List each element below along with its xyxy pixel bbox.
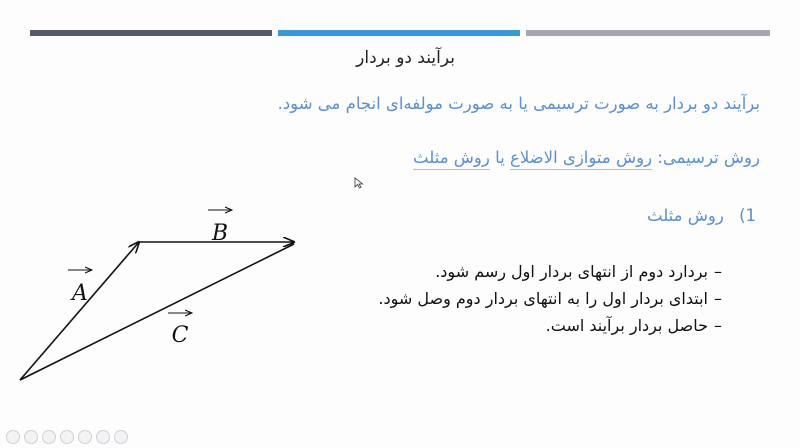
vector-a-letter: A — [72, 281, 88, 306]
progress-bar-segment-2 — [278, 30, 520, 36]
progress-bar-segment-3 — [526, 30, 770, 36]
rule-dash: – — [714, 316, 722, 335]
rules-list — [378, 258, 722, 339]
method-option-parallelogram: روش متوازی الاضلاع — [509, 148, 653, 167]
play-icon[interactable] — [24, 430, 38, 444]
more-icon[interactable] — [114, 430, 128, 444]
vector-c-letter: C — [171, 323, 189, 348]
grid-icon[interactable] — [78, 430, 92, 444]
rule-text: ابتدای بردار اول را به انتهای بردار دوم وصل شود. — [378, 289, 708, 308]
next-icon[interactable] — [42, 430, 56, 444]
previous-icon[interactable] — [6, 430, 20, 444]
rule-item — [378, 258, 722, 285]
slide-title: برآیند دو بردار — [356, 48, 455, 68]
rule-text: حاصل بردار برآیند است. — [545, 316, 708, 335]
cursor-icon — [354, 177, 364, 189]
vector-diagram — [0, 190, 340, 390]
vector-a-line — [20, 242, 139, 380]
intro-text: برآیند دو بردار به صورت ترسیمی یا به صورت مولفه‌ای انجام می شود. — [277, 94, 760, 113]
step-heading — [647, 206, 756, 225]
method-prefix: روش ترسیمی: — [657, 148, 760, 167]
rule-item — [378, 312, 722, 339]
progress-bar-segment-1 — [30, 30, 272, 36]
method-joiner: یا — [495, 148, 505, 167]
vector-b-letter: B — [211, 221, 229, 246]
rule-dash: – — [714, 262, 722, 281]
method-option-triangle: روش مثلث — [413, 148, 490, 167]
rule-dash: – — [714, 289, 722, 308]
vector-c-label — [168, 313, 192, 348]
zoom-icon[interactable] — [96, 430, 110, 444]
rule-text: بردارد دوم از انتهای بردار اول رسم شود. — [435, 262, 708, 281]
vector-c-line — [20, 244, 294, 380]
step-number: 1) — [739, 206, 756, 225]
step-label: روش مثلث — [647, 206, 724, 225]
vector-b-label — [208, 210, 232, 246]
rule-item — [378, 285, 722, 312]
method-line — [413, 148, 760, 167]
pen-icon[interactable] — [60, 430, 74, 444]
player-controls — [6, 430, 128, 444]
